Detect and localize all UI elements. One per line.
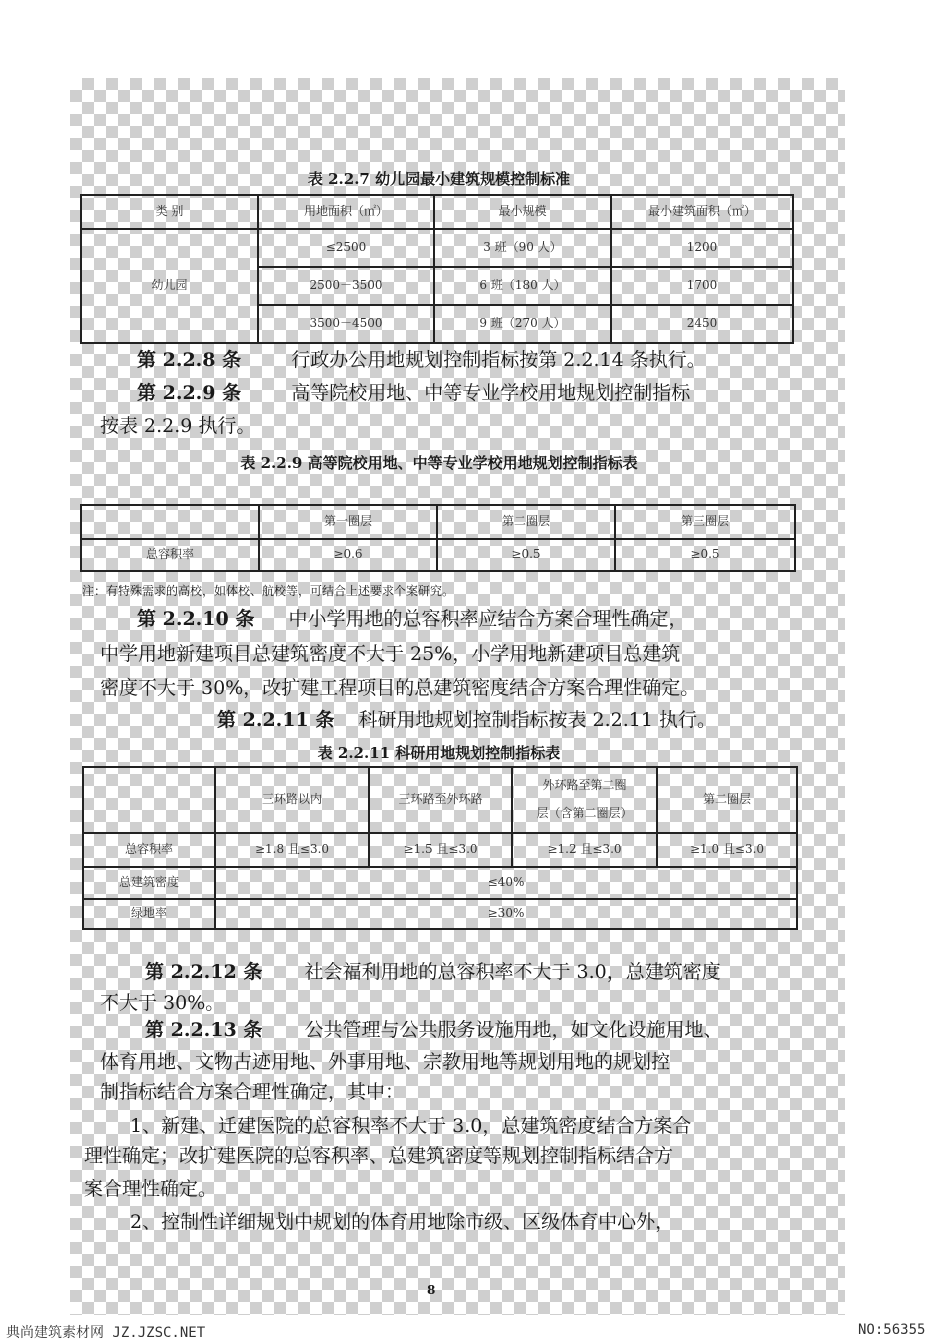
table-cell: ≥0.6 [259, 539, 437, 571]
table-cell: 3 班（90 人） [434, 229, 611, 267]
table-note: 注：有特殊需求的高校，如体校、航校等，可结合上述要求个案研究。 [82, 584, 455, 598]
article-2-2-10-line2: 中学用地新建项目总建筑密度不大于 25%，小学用地新建项目总建筑 [100, 643, 681, 665]
item-1-line1: 1、新建、迁建医院的总容积率不大于 3.0，总建筑密度结合方案合 [130, 1115, 692, 1137]
table-cell: 绿地率 [83, 899, 215, 929]
table-caption: 表 2.2.7 幼儿园最小建筑规模控制标准 [307, 170, 571, 188]
table-cell: ≤2500 [258, 229, 434, 267]
article-number: 第 2.2.12 条 [145, 961, 263, 983]
table-cell: 2500－3500 [258, 267, 434, 305]
table-cell: 3500－4500 [258, 305, 434, 343]
table-cell: 9 班（270 人） [434, 305, 611, 343]
table-header: 第二圈层 [657, 767, 797, 833]
university-table [80, 504, 796, 572]
table-cell: ≥1.0 且≤3.0 [657, 833, 797, 867]
table-cell: ≥1.8 且≤3.0 [215, 833, 369, 867]
table-cell: 总容积率 [83, 833, 215, 867]
table-header: 最小建筑面积（㎡） [611, 195, 793, 229]
article-2-2-13 [145, 1021, 722, 1040]
table-header [81, 505, 259, 539]
article-number: 第 2.2.13 条 [145, 1019, 263, 1041]
article-2-2-13-line2: 体育用地、文物古迹用地、外事用地、宗教用地等规划用地的规划控 [100, 1051, 671, 1073]
article-2-2-13-line3: 制指标结合方案合理性确定，其中： [100, 1081, 405, 1103]
article-2-2-10 [137, 610, 687, 629]
article-number: 第 2.2.10 条 [137, 608, 255, 630]
kindergarten-table [80, 194, 794, 344]
article-text: 高等院校用地、中等专业学校用地规划控制指标 [291, 382, 691, 404]
item-1-line3: 案合理性确定。 [84, 1178, 218, 1200]
table-header [83, 767, 215, 833]
article-text: 中小学用地的总容积率应结合方案合理性确定， [288, 608, 688, 630]
article-text: 公共管理与公共服务设施用地，如文化设施用地、 [304, 1019, 723, 1041]
article-2-2-10-line3: 密度不大于 30%，改扩建工程项目的总建筑密度结合方案合理性确定。 [100, 677, 700, 699]
article-number: 第 2.2.11 条 [217, 709, 335, 731]
table-cell: ≥0.5 [615, 539, 795, 571]
table-cell: 2450 [611, 305, 793, 343]
table-cell: 1200 [611, 229, 793, 267]
table-cell: ≥30% [215, 899, 797, 929]
header-line: 外环路至第二圈 [542, 778, 627, 793]
research-table [82, 766, 798, 930]
page-number: 8 [427, 1283, 436, 1297]
header-line: 层（含第二圈层） [536, 806, 633, 820]
article-text: 行政办公用地规划控制指标按第 2.2.14 条执行。 [291, 349, 706, 371]
table-caption: 表 2.2.9 高等院校用地、中等专业学校用地规划控制指标表 [240, 454, 638, 472]
article-2-2-8 [137, 351, 706, 370]
item-2-line1: 2、控制性详细规划中规划的体育用地除市级、区级体育中心外， [130, 1211, 675, 1233]
table-cell: ≥0.5 [437, 539, 615, 571]
table-header: 第二圈层 [437, 505, 615, 539]
table-header: 最小规模 [434, 195, 611, 229]
article-2-2-9-cont: 按表 2.2.9 执行。 [100, 415, 256, 437]
table-cell: ≥1.5 且≤3.0 [369, 833, 512, 867]
footer-id-label: NO:56355 [858, 1322, 926, 1338]
item-1-line2: 理性确定；改扩建医院的总容积率、总建筑密度等规划控制指标结合方 [84, 1145, 674, 1167]
table-cell: 1700 [611, 267, 793, 305]
article-2-2-9 [137, 384, 690, 403]
article-text: 科研用地规划控制指标按表 2.2.11 执行。 [358, 709, 716, 731]
table-cell: 总建筑密度 [83, 867, 215, 899]
table-header [512, 767, 657, 833]
table-header: 第一圈层 [259, 505, 437, 539]
article-2-2-11 [217, 711, 716, 730]
table-header: 三环路以内 [215, 767, 369, 833]
article-2-2-12-cont: 不大于 30%。 [100, 992, 225, 1014]
table-cell: 6 班（180 人） [434, 267, 611, 305]
table-cell: ≥1.2 且≤3.0 [512, 833, 657, 867]
table-caption: 表 2.2.11 科研用地规划控制指标表 [317, 744, 561, 762]
table-cell: 总容积率 [81, 539, 259, 571]
article-number: 第 2.2.9 条 [137, 382, 242, 404]
table-cell: ≤40% [215, 867, 797, 899]
table-header: 三环路至外环路 [369, 767, 512, 833]
table-header: 类 别 [81, 195, 258, 229]
table-header: 用地面积（㎡） [258, 195, 434, 229]
footer-site-label: 典尚建筑素材网 JZ.JZSC.NET [6, 1325, 206, 1341]
article-text: 社会福利用地的总容积率不大于 3.0，总建筑密度 [304, 961, 721, 983]
article-2-2-12 [145, 963, 721, 982]
table-cell: 幼儿园 [81, 229, 258, 343]
table-header: 第三圈层 [615, 505, 795, 539]
article-number: 第 2.2.8 条 [137, 349, 242, 371]
